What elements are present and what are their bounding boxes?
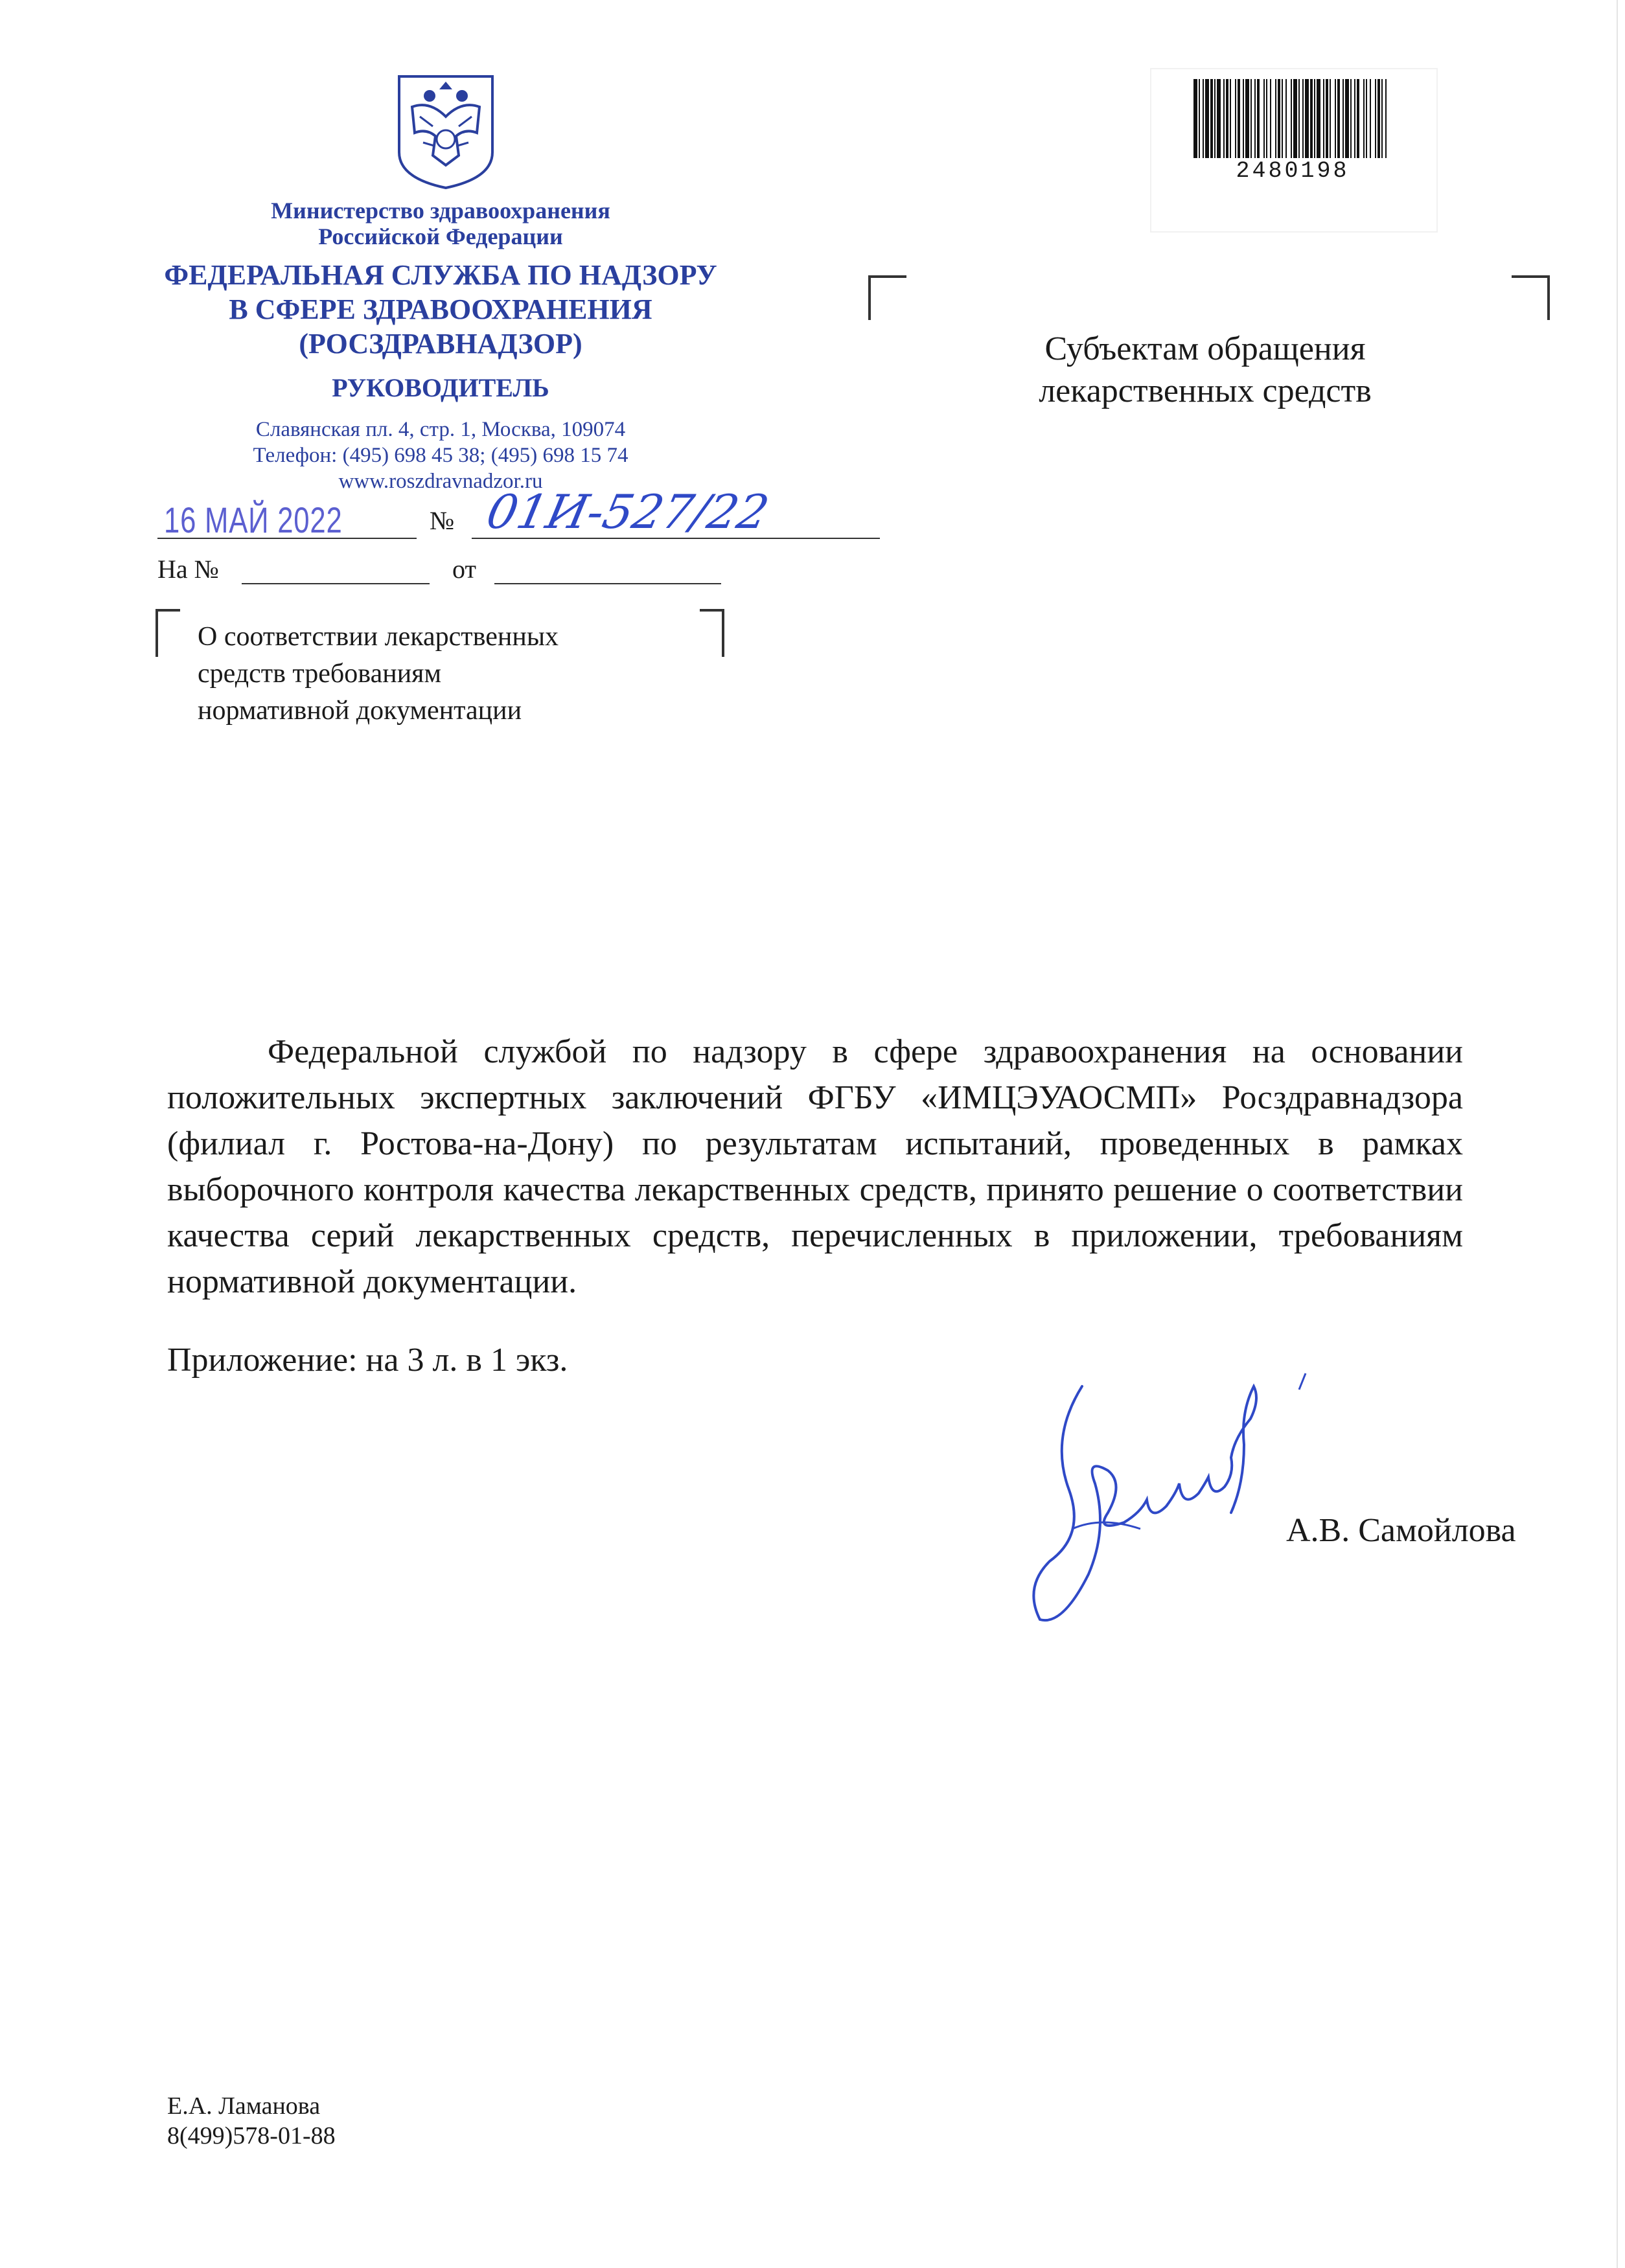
page-edge [1617, 0, 1618, 2268]
handwritten-signature-icon [1011, 1360, 1322, 1632]
barcode-bar [1226, 79, 1228, 158]
barcode-bar [1285, 79, 1287, 158]
signer-name: А.В. Самойлова [1286, 1512, 1516, 1549]
barcode-bar [1381, 79, 1383, 158]
barcode-bar [1317, 79, 1320, 158]
letterhead-website: www.roszdravnadzor.ru [338, 470, 543, 493]
barcode-bar [1310, 79, 1313, 158]
barcode-bar [1305, 79, 1309, 158]
barcode-bar [1354, 79, 1355, 158]
service-name [130, 258, 752, 361]
barcode-bar [1275, 79, 1276, 158]
subject-line: нормативной документации [198, 696, 522, 726]
barcode-bar [1263, 79, 1265, 158]
barcode-bar [1282, 79, 1283, 158]
addressee-line: лекарственных средств [1039, 372, 1372, 409]
barcode-bar [1238, 79, 1240, 158]
executor-name: Е.А. Ламанова [167, 2092, 321, 2120]
reply-number-blank [242, 583, 430, 584]
registration-number: 01И-527/22 [482, 485, 774, 539]
barcode-bar [1298, 79, 1300, 158]
barcode-bar [1291, 79, 1292, 158]
barcode-bar [1203, 79, 1204, 158]
barcode-bar [1293, 79, 1297, 158]
barcode-bar [1245, 79, 1249, 158]
barcode-bar [1235, 79, 1236, 158]
subject-line: средств требованиям [198, 659, 442, 689]
letterhead-address: Славянская пл. 4, стр. 1, Москва, 109074 [255, 418, 626, 441]
barcode-bar [1278, 79, 1280, 158]
barcode-bar [1385, 79, 1387, 158]
barcode-bar [1270, 79, 1271, 158]
service-line: (РОСЗДРАВНАДЗОР) [299, 328, 582, 360]
addressee-bracket-left [868, 275, 906, 320]
barcode-bar [1243, 79, 1244, 158]
barcode-bar [1335, 79, 1336, 158]
executor-phone: 8(499)578-01-88 [167, 2122, 336, 2149]
addressee-line: Субъектам обращения [1044, 330, 1366, 367]
reply-reference [157, 554, 728, 593]
letterhead-contacts [162, 417, 719, 494]
ministry-line: Министерство здравоохранения [271, 198, 610, 223]
barcode-bar [1323, 79, 1324, 158]
barcode-bar [1314, 79, 1315, 158]
ministry-name [162, 198, 719, 249]
barcode-bar [1254, 79, 1256, 158]
barcode-number: 2480198 [1236, 158, 1350, 184]
barcode-bar [1214, 79, 1216, 158]
date-underline [157, 538, 417, 539]
barcode-bar [1366, 79, 1367, 158]
barcode-bar [1377, 79, 1380, 158]
reply-number-label: На № [157, 555, 219, 584]
barcode-bar [1223, 79, 1225, 158]
double-headed-eagle-emblem-icon [394, 71, 498, 191]
barcode-bar [1337, 79, 1340, 158]
barcode-bar [1370, 79, 1371, 158]
barcode-bar [1345, 79, 1349, 158]
subject-bracket-left [156, 609, 180, 657]
service-line: ФЕДЕРАЛЬНАЯ СЛУЖБА ПО НАДЗОРУ [164, 259, 717, 291]
addressee-bracket-right [1512, 275, 1550, 320]
barcode-bar [1205, 79, 1209, 158]
barcode-bar [1217, 79, 1221, 158]
barcode-bar [1375, 79, 1376, 158]
reply-date-label: от [452, 555, 476, 584]
barcode-bar [1343, 79, 1344, 158]
attachment-note: Приложение: на 3 л. в 1 экз. [167, 1342, 568, 1379]
barcode-bar [1363, 79, 1365, 158]
letterhead-phone: Телефон: (495) 698 45 38; (495) 698 15 74 [253, 444, 628, 467]
barcode-bar [1357, 79, 1359, 158]
barcode-bar [1330, 79, 1331, 158]
barcode-bar [1193, 79, 1197, 158]
registration-line [157, 485, 805, 544]
letter-subject [198, 619, 716, 729]
barcode-bar [1210, 79, 1213, 158]
barcode-bar [1326, 79, 1328, 158]
role-title: РУКОВОДИТЕЛЬ [332, 373, 549, 402]
service-line: В СФЕРЕ ЗДРАВООХРАНЕНИЯ [229, 293, 652, 325]
addressee [1011, 328, 1400, 412]
barcode-bar [1257, 79, 1260, 158]
number-sign: № [430, 506, 455, 535]
barcode-bar [1250, 79, 1252, 158]
barcode-icon [1192, 79, 1393, 158]
barcode-bar [1302, 79, 1304, 158]
ministry-line: Российской Федерации [318, 223, 563, 249]
barcode-bar [1266, 79, 1267, 158]
subject-line: О соответствии лекарственных [198, 622, 559, 652]
barcode-bar [1350, 79, 1352, 158]
barcode-bar [1230, 79, 1231, 158]
date-stamp: 16 МАЙ 2022 [164, 499, 343, 540]
reply-date-blank [494, 583, 721, 584]
letter-body: Федеральной службой по надзору в сфере здравоохранения на основании положительных экспертных заключений ФГБУ «ИМЦЭУАОСМП» Росздравнадзора (филиал г. Ростова-на-Дону) по результатам испытаний, проведенных в рамках выборочного контроля качества лекарственных средств, принято решение о соответствии качества серий лекарственных средств, перечисленных в приложении, требованиям нормативной документации. [167, 1033, 1463, 1300]
barcode-bar [1199, 79, 1200, 158]
